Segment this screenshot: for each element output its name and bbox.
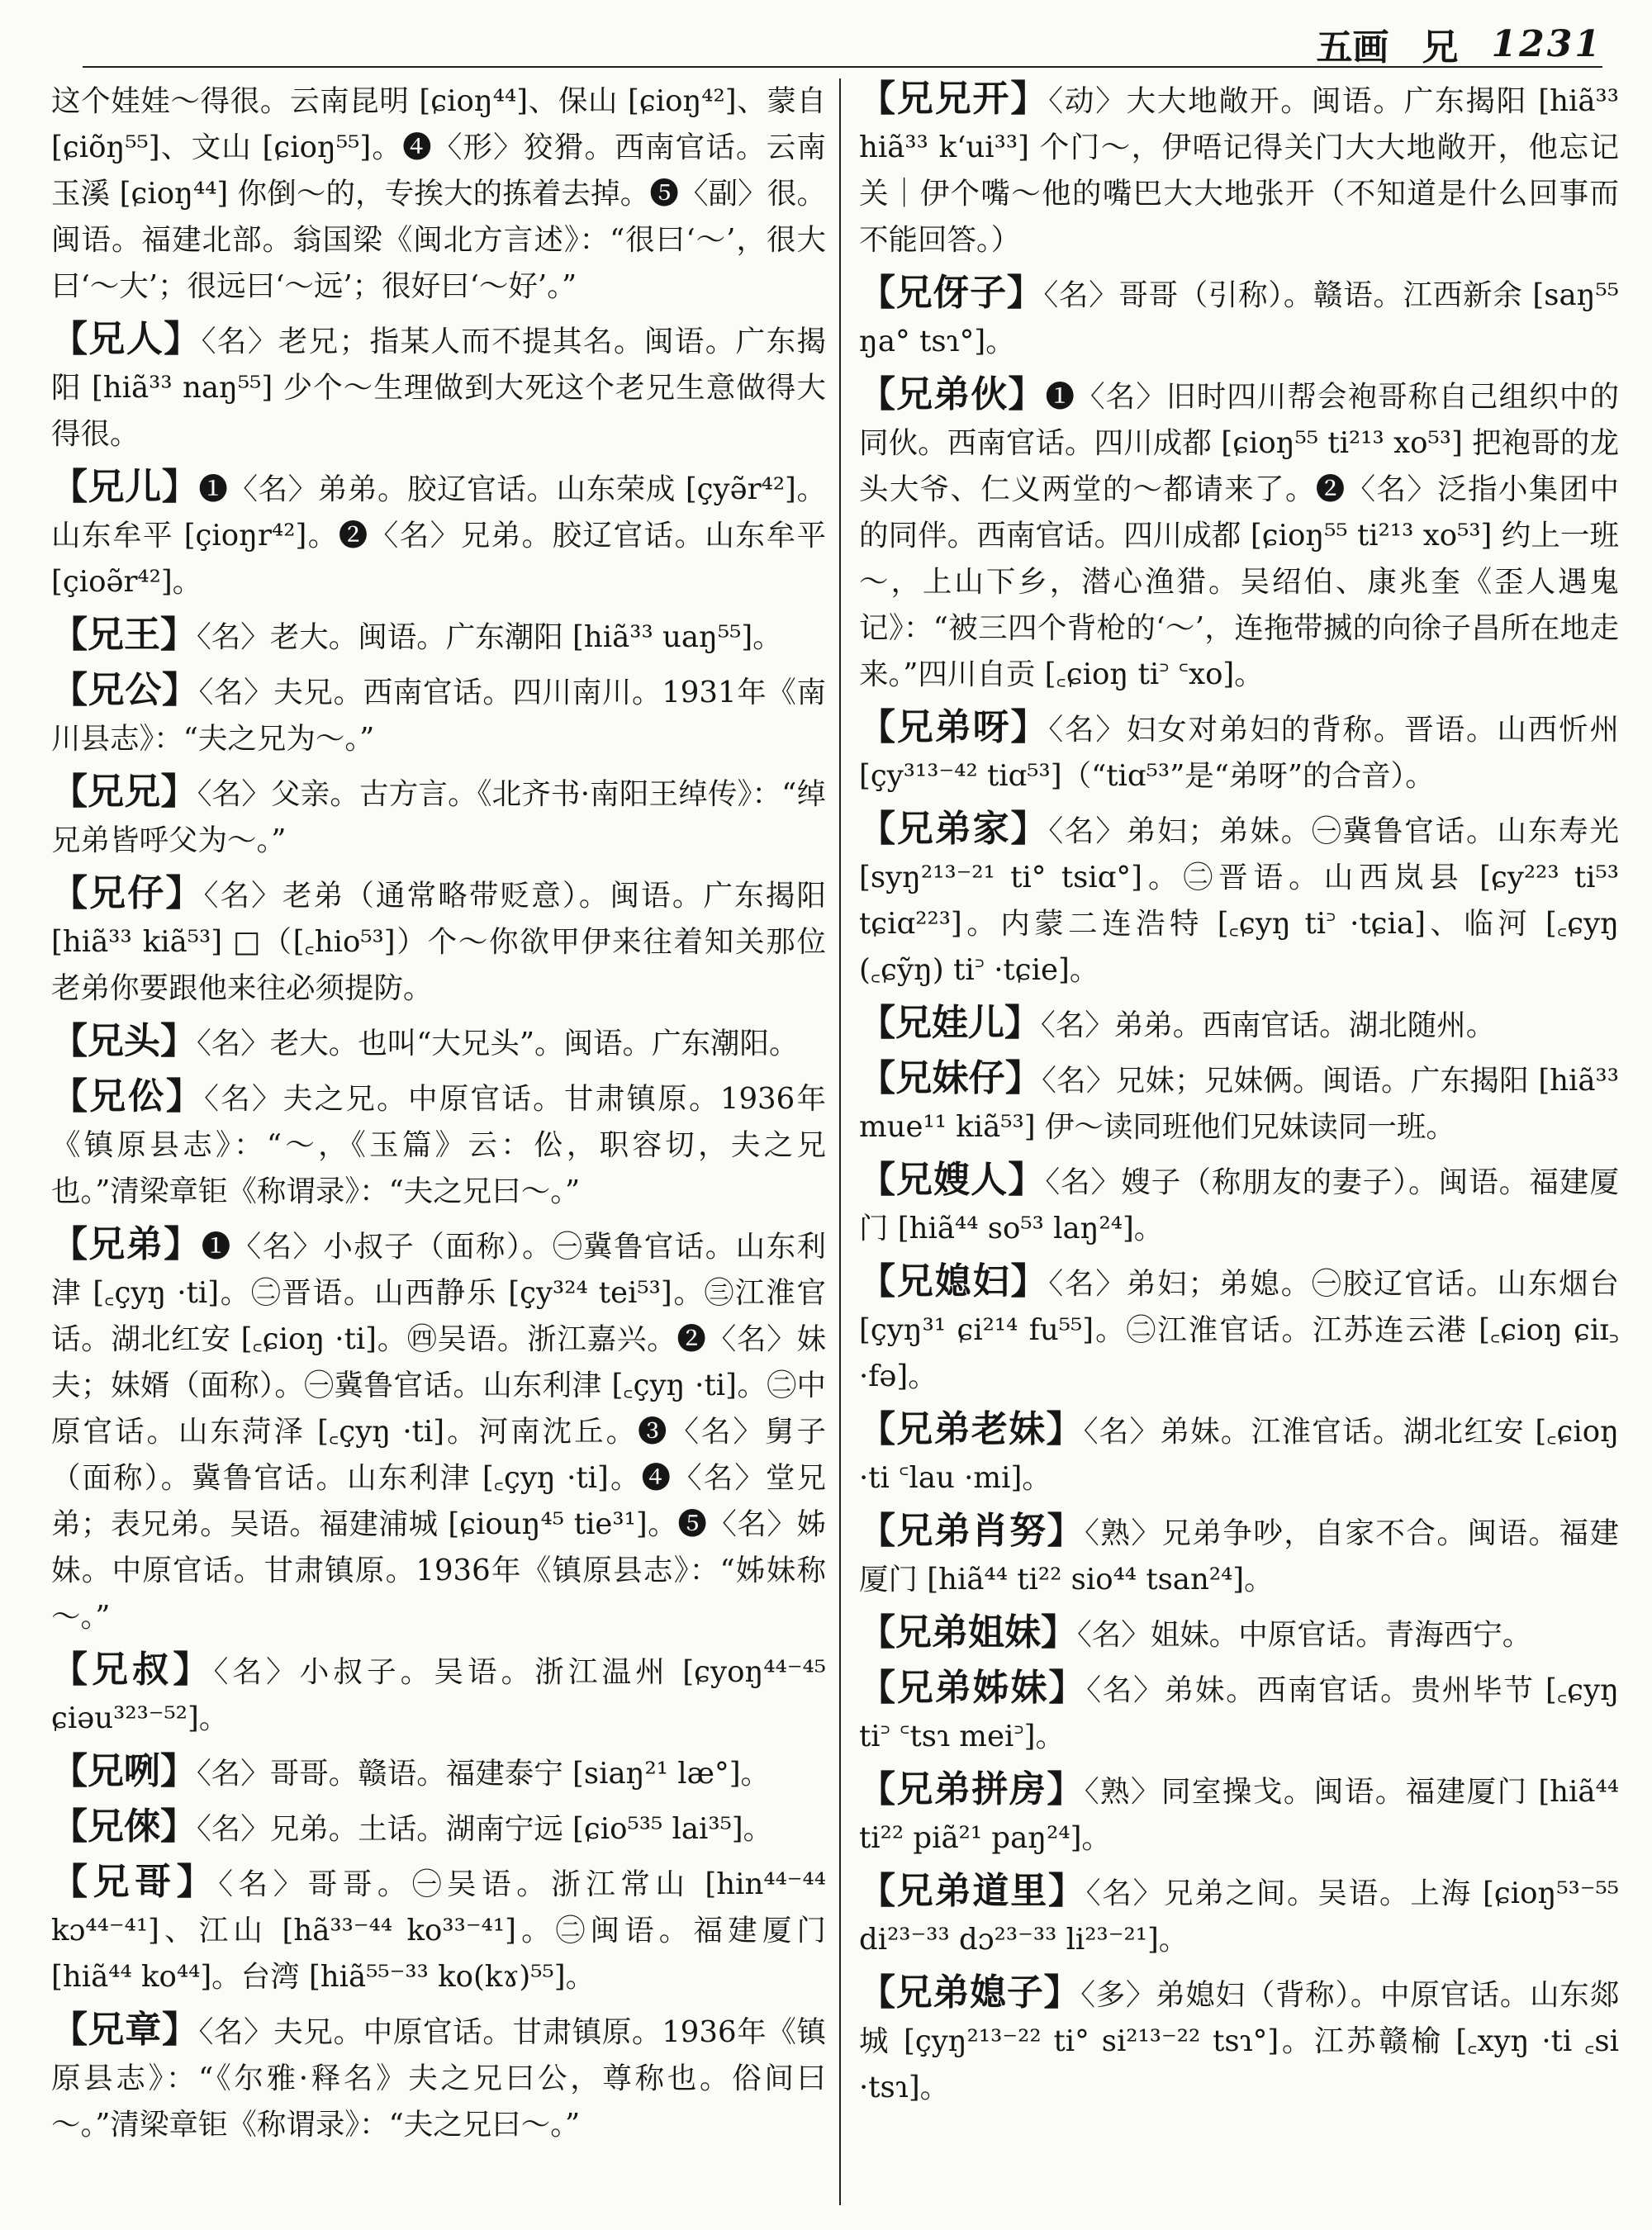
running-header bbox=[83, 15, 1602, 73]
entry-definition: ❶〈名〉旧时四川帮会袍哥称自己组织中的同伙。西南官话。四川成都 [ɕioŋ⁵⁵ ti²¹³ xo⁵³] 把袍哥的龙头大爷、仁义两堂的～都请来了。❷〈名〉泛指小集团中的同伴。西南官话。四川成都 [ɕioŋ⁵⁵ ti²¹³ xo⁵³] 约上一班～，上山下乡，潜心渔猎。吴绍伯、康兆奎《歪人遇鬼记》：“被三四个背枪的‘～’，连拖带搣的向徐子昌所在地走来。”四川自贡 [꜀ɕioŋ ti꜄ ꜂xo]。 bbox=[859, 380, 1619, 691]
entry-headword: 【兄弟伙】 bbox=[859, 373, 1046, 415]
entry-definition: 〈名〉弟妹。江淮官话。湖北红安 [꜀ɕioŋ ·ti ꜂lau ·mi]。 bbox=[859, 1415, 1619, 1495]
entry-headword: 【兄弟媳子】 bbox=[859, 1971, 1081, 2014]
entry-definition: 〈名〉兄弟。土话。湖南宁远 [ɕio⁵³⁵ lai³⁵]。 bbox=[197, 1812, 773, 1846]
dictionary-entry bbox=[51, 871, 826, 1012]
dictionary-entry bbox=[51, 76, 826, 310]
entry-definition: 〈多〉弟媳妇（背称）。中原官话。山东郯城 [çyŋ²¹³⁻²² ti° si²¹³⁻²² tsɿ°]。江苏赣榆 [꜀xyŋ ·ti ꜀si ·tsɿ]。 bbox=[859, 1978, 1619, 2104]
entry-headword: 【兄伀】 bbox=[51, 1075, 205, 1117]
entry-definition: 〈熟〉同室操戈。闽语。福建厦门 [hiã⁴⁴ ti²² piã²¹ paŋ²⁴]。 bbox=[859, 1775, 1619, 1855]
entry-headword: 【兄弟拼房】 bbox=[859, 1768, 1085, 1810]
entry-definition: 〈名〉夫兄。中原官话。甘肃镇原。1936年《镇原县志》：“《尔雅·释名》夫之兄曰公，尊称也。俗间曰～。”清梁章钜《称谓录》：“夫之兄曰～。” bbox=[51, 2015, 826, 2142]
entry-definition: 〈熟〉兄弟争吵，自家不合。闽语。福建厦门 [hiã⁴⁴ ti²² sio⁴⁴ tsan²⁴]。 bbox=[859, 1516, 1619, 1597]
entry-headword: 【兄嫂人】 bbox=[859, 1159, 1046, 1201]
entry-headword: 【兄儿】 bbox=[51, 466, 199, 508]
dictionary-entry bbox=[859, 1157, 1619, 1252]
dictionary-entry bbox=[859, 1000, 1619, 1049]
entry-headword: 【兄弟呀】 bbox=[859, 706, 1049, 748]
entry-definition: 〈名〉弟妇；弟妹。㊀冀鲁官话。山东寿光 [syŋ²¹³⁻²¹ ti° tsiɑ°]。㊁晋语。山西岚县 [ɕy²²³ ti⁵³ tɕiɑ²²³]。内蒙二连浩特 [꜀ɕyŋ ti꜄ ·tɕia]、临河 [꜀ɕyŋ (꜀ɕỹŋ) ti꜄ ·tɕie]。 bbox=[859, 814, 1619, 987]
dictionary-entry bbox=[51, 2007, 826, 2148]
header-rule bbox=[83, 66, 1602, 68]
right-column bbox=[859, 76, 1619, 2223]
dictionary-entry bbox=[51, 464, 826, 605]
entry-headword: 【兄伢子】 bbox=[859, 272, 1044, 314]
entry-definition: 〈名〉夫兄。西南官话。四川南川。1931年《南川县志》：“夫之兄为～。” bbox=[51, 676, 826, 756]
entry-definition: 〈名〉弟弟。西南官话。湖北随州。 bbox=[1041, 1008, 1496, 1042]
entry-headword: 【兄媳妇】 bbox=[859, 1260, 1049, 1302]
dictionary-entry bbox=[859, 806, 1619, 994]
dictionary-entry bbox=[51, 1859, 826, 2000]
entry-headword: 【兄倈】 bbox=[51, 1805, 197, 1848]
dictionary-entry bbox=[51, 612, 826, 661]
entry-headword: 【兄章】 bbox=[51, 2009, 199, 2051]
entry-definition: 〈名〉兄妹；兄妹俩。闽语。广东揭阳 [hiã³³ mue¹¹ kiã⁵³] 伊～读同班他们兄妹读同一班。 bbox=[859, 1064, 1619, 1144]
entry-headword: 【兄头】 bbox=[51, 1020, 197, 1062]
entry-definition: 〈名〉妇女对弟妇的背称。晋语。山西忻州 [çy³¹³⁻⁴² tiɑ⁵³]（“tiɑ⁵³”是“弟呀”的合音）。 bbox=[859, 713, 1619, 793]
entry-definition: 〈名〉兄弟之间。吴语。上海 [ɕioŋ⁵³⁻⁵⁵ di²³⁻³³ dɔ²³⁻³³ li²³⁻²¹]。 bbox=[859, 1877, 1619, 1957]
entry-definition: 〈名〉嫂子（称朋友的妻子）。闽语。福建厦门 [hiã⁴⁴ so⁵³ laŋ²⁴]。 bbox=[859, 1165, 1619, 1245]
entry-headword: 【兄弟肖努】 bbox=[859, 1510, 1085, 1552]
entry-headword: 【兄妹仔】 bbox=[859, 1057, 1042, 1099]
dictionary-entry bbox=[51, 1748, 826, 1797]
dictionary-entry bbox=[859, 1970, 1619, 2111]
left-column bbox=[51, 76, 826, 2223]
dictionary-entry bbox=[859, 270, 1619, 365]
dictionary-entry bbox=[859, 1259, 1619, 1400]
column-divider bbox=[839, 78, 841, 2205]
entry-definition: 〈名〉老弟（通常略带贬意）。闽语。广东揭阳 [hiã³³ kiã⁵³] □（[꜀hio⁵³]）个～你欲甲伊来往着知关那位老弟你要跟他来往必须提防。 bbox=[51, 879, 826, 1005]
entry-headword: 【兄兄开】 bbox=[859, 78, 1049, 120]
entry-headword: 【兄弟家】 bbox=[859, 808, 1049, 850]
entry-definition: 〈名〉老兄；指某人而不提其名。闽语。广东揭阳 [hiã³³ naŋ⁵⁵] 少个～生理做到大死这个老兄生意做得大得很。 bbox=[51, 325, 826, 451]
dictionary-entry bbox=[859, 1407, 1619, 1502]
entry-headword: 【兄娃儿】 bbox=[859, 1002, 1041, 1044]
entry-definition: 这个娃娃～得很。云南昆明 [ɕioŋ⁴⁴]、保山 [ɕioŋ⁴²]、蒙自 [ɕiõŋ⁵⁵]、文山 [ɕioŋ⁵⁵]。❹〈形〉狡猾。西南官话。云南玉溪 [ɕioŋ⁴⁴] 你倒～的，专挨大的拣着去掉。❺〈副〉很。闽语。福建北部。翁国梁《闽北方言述》：“很曰‘～’，很大曰‘～大’；很远曰‘～远’；很好曰‘～好’。” bbox=[51, 84, 826, 303]
dictionary-entry bbox=[859, 1610, 1619, 1658]
dictionary-entry bbox=[51, 1222, 826, 1640]
entry-definition: 〈动〉大大地敞开。闽语。广东揭阳 [hiã³³ hiã³³ k‘ui³³] 个门～，伊唔记得关门大大地敞开，他忘记关｜伊个嘴～他的嘴巴大大地张开（不知道是什么回事而不能回答。） bbox=[859, 84, 1619, 257]
dictionary-entry bbox=[859, 1508, 1619, 1603]
dictionary-entry bbox=[51, 316, 826, 458]
entry-headword: 【兄咧】 bbox=[51, 1750, 197, 1792]
entry-headword: 【兄兄】 bbox=[51, 771, 197, 813]
dictionary-entry bbox=[51, 1074, 826, 1215]
entry-definition: 〈名〉哥哥。㊀吴语。浙江常山 [hin⁴⁴⁻⁴⁴ kɔ⁴⁴⁻⁴¹]、江山 [hã³³⁻⁴⁴ ko³³⁻⁴¹]。㊁闽语。福建厦门 [hiã⁴⁴ ko⁴⁴]。台湾 [hiã⁵⁵⁻³³ ko(kɤ)⁵⁵]。 bbox=[51, 1867, 826, 1994]
entry-definition: ❶〈名〉弟弟。胶辽官话。山东荣成 [çyə̃r⁴²]。山东牟平 [çioŋr⁴²]。❷〈名〉兄弟。胶辽官话。山东牟平 [çioə̃r⁴²]。 bbox=[51, 472, 826, 599]
entry-definition: 〈名〉老大。闽语。广东潮阳 [hiã³³ uaŋ⁵⁵]。 bbox=[197, 620, 782, 654]
entry-definition: 〈名〉夫之兄。中原官话。甘肃镇原。1936年《镇原县志》：“～，《玉篇》云：伀，职容切，夫之兄也。”清梁章钜《称谓录》：“夫之兄曰～。” bbox=[51, 1082, 826, 1208]
dictionary-entry bbox=[51, 1804, 826, 1853]
entry-headword: 【兄人】 bbox=[51, 318, 202, 360]
page-number: 1231 bbox=[1491, 22, 1602, 65]
dictionary-entry bbox=[859, 1868, 1619, 1963]
entry-headword: 【兄弟姊妹】 bbox=[859, 1667, 1087, 1709]
entry-headword: 【兄弟老妹】 bbox=[859, 1408, 1084, 1450]
dictionary-entry bbox=[859, 1767, 1619, 1862]
entry-definition: 〈名〉老大。也叫“大兄头”。闽语。广东潮阳。 bbox=[197, 1027, 799, 1060]
entry-headword: 【兄公】 bbox=[51, 669, 199, 711]
entry-headword: 【兄弟姐妹】 bbox=[859, 1611, 1077, 1654]
entry-definition: 〈名〉哥哥。赣语。福建泰宁 [siaŋ²¹ læ°]。 bbox=[197, 1757, 771, 1791]
section-label: 五画 bbox=[1316, 26, 1389, 69]
entry-definition: 〈名〉姐妹。中原官话。青海西宁。 bbox=[1077, 1618, 1532, 1652]
dictionary-entry bbox=[51, 667, 826, 762]
entry-headword: 【兄哥】 bbox=[51, 1861, 219, 1903]
entry-headword: 【兄王】 bbox=[51, 614, 197, 656]
entry-headword: 【兄弟】 bbox=[51, 1223, 202, 1265]
dictionary-entry bbox=[51, 1018, 826, 1067]
entry-headword: 【兄叔】 bbox=[51, 1649, 214, 1691]
entry-headword: 【兄仔】 bbox=[51, 872, 204, 914]
dictionary-entry bbox=[859, 372, 1619, 698]
entry-definition: 〈名〉弟妹。西南官话。贵州毕节 [꜀ɕyŋ ti꜄ ꜂tsɿ mei꜄]。 bbox=[859, 1673, 1619, 1753]
entry-definition: ❶〈名〉小叔子（面称）。㊀冀鲁官话。山东利津 [꜀çyŋ ·ti]。㊁晋语。山西静乐 [çy³²⁴ tei⁵³]。㊂江淮官话。湖北红安 [꜀ɕioŋ ·ti]。㊃吴语。浙江嘉兴。❷〈名〉妹夫；妹婿（面称）。㊀冀鲁官话。山东利津 [꜀çyŋ ·ti]。㊁中原官话。山东菏泽 [꜀çyŋ ·ti]。河南沈丘。❸〈名〉舅子（面称）。冀鲁官话。山东利津 [꜀çyŋ ·ti]。❹〈名〉堂兄弟；表兄弟。吴语。福建浦城 [ɕiouŋ⁴⁵ tie³¹]。❺〈名〉姊妹。中原官话。甘肃镇原。1936年《镇原县志》：“姊妹称～。” bbox=[51, 1230, 826, 1634]
entry-definition: 〈名〉父亲。古方言。《北齐书·南阳王绰传》：“绰兄弟皆呼父为～。” bbox=[51, 777, 826, 857]
dictionary-entry bbox=[859, 76, 1619, 263]
dictionary-entry bbox=[51, 769, 826, 864]
dictionary-entry bbox=[859, 1056, 1619, 1151]
entry-definition: 〈名〉哥哥（引称）。赣语。江西新余 [saŋ⁵⁵ ŋa° tsɿ°]。 bbox=[859, 278, 1619, 358]
entry-definition: 〈名〉弟妇；弟媳。㊀胶辽官话。山东烟台 [çyŋ³¹ ɕi²¹⁴ fu⁵⁵]。㊁江淮官话。江苏连云港 [꜀ɕioŋ ɕiɪ꜆ ·fə]。 bbox=[859, 1267, 1619, 1393]
entry-definition: 〈名〉小叔子。吴语。浙江温州 [ɕyoŋ⁴⁴⁻⁴⁵ ɕiəu³²³⁻⁵²]。 bbox=[51, 1655, 826, 1735]
dictionary-entry bbox=[859, 1665, 1619, 1760]
dictionary-entry bbox=[51, 1647, 826, 1742]
dictionary-entry bbox=[859, 705, 1619, 799]
entry-headword: 【兄弟道里】 bbox=[859, 1870, 1086, 1912]
header-character: 兄 bbox=[1422, 26, 1459, 69]
